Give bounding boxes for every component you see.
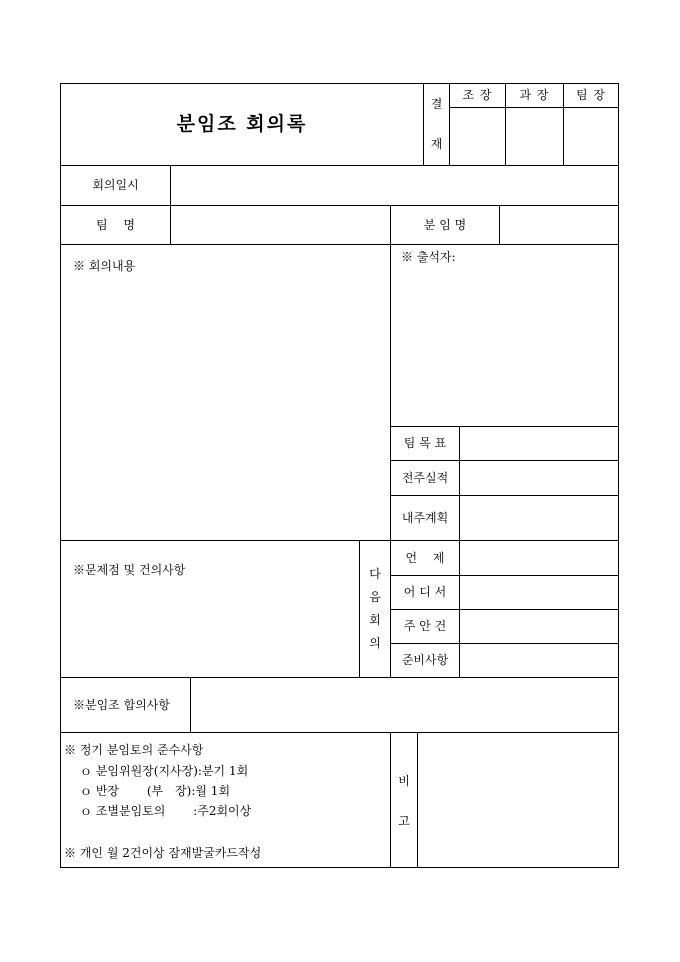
next-meeting-char-2: 음 [369,590,381,604]
circle-name-field[interactable] [500,206,618,244]
meeting-datetime-field[interactable] [171,166,618,205]
next-meeting-char-1: 다 [369,567,381,581]
issues-label: ※문제점 및 건의사항 [73,563,186,577]
attendees-label: ※ 출석자: [401,250,456,264]
circle-name-label: 분 임 명 [423,217,467,232]
rules-item-1: ｏ 분임위원장(지사장):분기 1회 [80,764,249,778]
approval-label-top: 결 [430,96,443,111]
next-meeting-prep-field[interactable] [460,644,618,677]
rules-footer: ※ 개인 월 2건이상 잠재발굴카드작성 [64,846,262,860]
agreement-label: ※분임조 합의사항 [73,697,170,712]
rules-heading: ※ 정기 분임토의 준수사항 [64,743,204,757]
agreement-field[interactable] [191,678,618,732]
attendees-field[interactable] [391,268,618,426]
remarks-field[interactable] [418,733,618,867]
next-week-plan-field[interactable] [460,496,618,540]
next-meeting-when-field[interactable] [460,541,618,575]
team-name-field[interactable] [171,206,390,244]
rules-item-2: ｏ 반장 (부 장):월 1회 [80,784,231,798]
team-goal-label: 팀 목 표 [403,436,447,451]
last-week-results-field[interactable] [460,461,618,495]
next-meeting-when-label: 언 제 [405,550,445,565]
meeting-content-label: ※ 회의내용 [73,259,136,273]
next-meeting-agenda-field[interactable] [460,610,618,643]
signature-box-section-chief[interactable] [506,108,563,165]
issues-field[interactable] [61,582,359,677]
meeting-datetime-label: 회의일시 [92,178,139,193]
next-meeting-agenda-label: 주 안 건 [403,619,447,634]
last-week-results-label: 전주실적 [401,470,449,485]
team-goal-field[interactable] [460,427,618,460]
approval-role-team-manager: 팀 장 [576,88,606,103]
form-title: 분임조 회의록 [176,113,308,136]
approval-role-section-chief: 과 장 [519,88,550,103]
next-meeting-where-field[interactable] [460,576,618,609]
approval-role-team-leader: 조 장 [462,88,493,103]
rules-item-3: ｏ 조별분임토의 :주2회이상 [80,804,252,818]
next-week-plan-label: 내주계획 [401,510,449,525]
next-meeting-where-label: 어 디 서 [403,585,447,600]
team-name-label: 팀 명 [96,217,135,232]
next-meeting-label [360,541,390,677]
signature-box-team-leader[interactable] [450,108,505,165]
signature-box-team-manager[interactable] [564,108,618,165]
next-meeting-prep-label: 준비사항 [401,653,449,668]
approval-label-bottom: 재 [430,136,443,151]
border-bottom [60,867,619,868]
border-right [618,83,619,868]
line-remarks-left [390,732,391,868]
next-meeting-char-3: 회 [369,613,381,627]
remarks-label-top: 비 [398,773,410,788]
remarks-label-bottom: 고 [398,813,410,828]
next-meeting-char-4: 의 [369,636,381,650]
line-team-bottom [60,244,619,245]
meeting-content-field[interactable] [61,278,390,540]
